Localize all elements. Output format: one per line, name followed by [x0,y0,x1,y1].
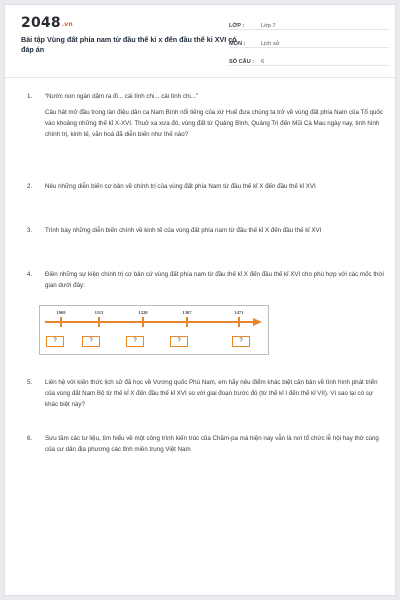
question-3 [27,225,387,236]
meta-label: LỚP : [229,23,245,29]
question-number: 4. [27,271,33,278]
question-text: Liên hệ với kiến thức lịch sử đã học về Vương quốc Phù Nam, em hãy nêu điểm khác biệt căn bản về tình hình phát triển của vùng đất Nam Bộ từ thế kỉ X đến đầu thế kỉ XVI so với giai đoạn trước đó (từ thế kỉ I đến thế kỉ VII). Vì sao lại có sự khác biệt này? [45,379,378,408]
worksheet-page [4,4,396,596]
question-number: 3. [27,227,33,234]
question-5 [27,377,387,410]
question-body [45,91,387,140]
timeline-answer-box: ? [82,336,100,347]
timeline-year: 1113 [94,310,104,315]
timeline-year: 1471 [234,310,244,315]
timeline-arrow-icon [253,318,262,326]
question-text: Điền những sự kiện chính trị cơ bản cứ vùng đất phía nam từ đầu thế kỉ X đến đầu thế kỉ XVI cho phù hợp với các mốc thời gian dưới đây: [45,271,384,289]
question-body [45,269,387,291]
site-logo[interactable]: $2048_{.vn}$ [21,15,73,31]
meta-label: SỐ CÂU : [229,59,255,65]
question-1 [27,91,387,140]
question-number: 2. [27,183,33,190]
meta-value: Lớp 7 [261,23,276,29]
timeline-axis [45,321,255,323]
question-text: Nêu những diễn biến cơ bản về chính trị của vùng đất phía Nam từ đầu thế kỉ X đến đầu thế kỉ XVI [45,183,316,190]
question-6 [27,433,387,455]
timeline-tick [186,317,188,327]
meta-value: Lịch sử [261,41,280,47]
timeline-year: 1307 [182,310,192,315]
timeline-figure [39,305,269,355]
question-number: 1. [27,93,33,100]
timeline-tick [238,317,240,327]
timeline-year: 1069 [56,310,66,315]
question-list [5,5,395,595]
question-body [45,181,387,192]
question-text: Sưu tầm các tư liệu, tìm hiểu về một công trình kiến trúc của Chăm-pa mà hiện nay vẫn là nơi tổ chức lễ hội hay thờ cúng của cư dân địa phương các tỉnh miền trung Việt Nam [45,435,379,453]
question-body [45,433,387,455]
timeline-answer-box: ? [126,336,144,347]
page-title: Bài tập Vùng đất phía nam từ đầu thế kỉ x đến đầu thế kỉ XVI có đáp án [21,35,237,54]
question-body [45,225,387,236]
question-2 [27,181,387,192]
question-text: Trình bày những diễn biến chính về kinh tế của vùng đất phía nam từ đầu thế kỉ X đến đầu thế kỉ XVI [45,227,322,234]
timeline-answer-box: ? [46,336,64,347]
timeline-tick [98,317,100,327]
meta-label: MÔN : [229,41,246,47]
question-text: “Nước non ngàn dặm ra đi... cái tình chi... cái tình chi...” [45,93,198,100]
timeline-answer-box: ? [232,336,250,347]
question-text: Câu hát mở đầu trong làn điệu dân ca Nam Bình nổi tiếng của xứ Huế đưa chúng ta trở về vùng đất phía Nam của Tổ quốc vào khoảng những thế kỉ X-XVI. Thuở xa xưa đó, vùng đất từ Quảng Bình, Quảng Trị đến Mũi Cà Mau ngày nay, tình hình chính trị, kinh tế, văn hoá đã diễn biến như thế nào? [45,109,383,138]
timeline-year: 1220 [138,310,148,315]
timeline-answer-box: ? [170,336,188,347]
question-number: 5. [27,379,33,386]
timeline-tick [60,317,62,327]
meta-value: 6 [261,59,265,65]
question-body [45,377,387,410]
timeline-tick [142,317,144,327]
question-4 [27,269,387,291]
question-number: 6. [27,435,33,442]
